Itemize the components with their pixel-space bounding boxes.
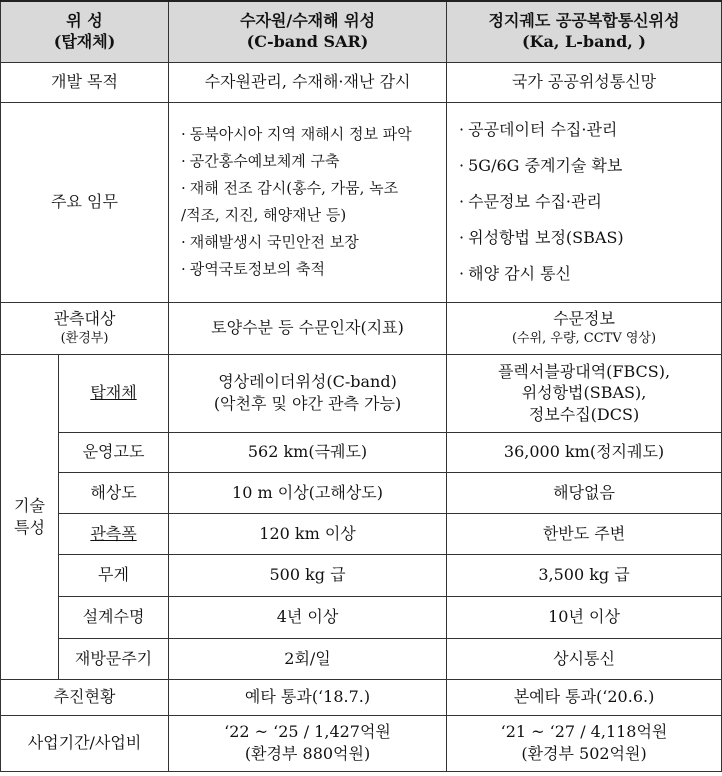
- status-row: [1, 679, 722, 715]
- payload-sat2-line1: 플렉서블광대역(FBCS),: [497, 361, 671, 381]
- header-comm-satellite-title: 정지궤도 공공복합통신위성: [488, 10, 680, 30]
- list-item: · 해양 감시 통신: [459, 264, 572, 283]
- list-item: · 5G/6G 중계기술 확보: [459, 156, 623, 175]
- header-water-satellite-sub: (C-band SAR): [246, 31, 369, 51]
- tech-label-line2: 특성: [14, 517, 45, 537]
- target-sat2: [447, 302, 722, 354]
- target-sat1: 토양수분 등 수문인자(지표): [169, 302, 447, 354]
- weight-label: 무게: [59, 554, 169, 596]
- list-item: · 동북아시아 지역 재해시 정보 파악: [181, 125, 412, 143]
- list-item: · 공간홍수예보체계 구축: [181, 152, 340, 170]
- target-sat2-sub: (수위, 우량, CCTV 영상): [511, 331, 657, 347]
- weight-sat2: 3,500 kg 급: [447, 554, 722, 596]
- tech-row-lifetime: [1, 596, 722, 638]
- payload-sat1: [169, 354, 447, 432]
- target-label-sub: (환경부): [60, 331, 109, 347]
- lifetime-sat2: 10년 이상: [447, 596, 722, 638]
- tech-row-revisit: [1, 638, 722, 679]
- mission-label: 주요 임무: [1, 102, 169, 302]
- target-sat2-main: 수문정보: [553, 309, 615, 329]
- header-comm-satellite-sub: (Ka, L-band, ): [522, 31, 646, 51]
- swath-sat2: 한반도 주변: [447, 513, 722, 554]
- header-comm-satellite: [447, 1, 722, 62]
- swath-sat1: 120 km 이상: [169, 513, 447, 554]
- purpose-sat1: 수자원관리, 수재해·재난 감시: [169, 62, 447, 102]
- budget-sat2-line2: (환경부 502억원): [521, 744, 647, 763]
- budget-sat1-line1: ‘22 ~ ‘25 / 1,427억원: [224, 722, 391, 742]
- budget-sat2: [447, 715, 722, 771]
- list-item: · 수문정보 수집·관리: [459, 192, 602, 211]
- mission-sat2-list: [451, 112, 717, 292]
- purpose-sat2: 국가 공공위성통신망: [447, 62, 722, 102]
- purpose-label: 개발 목적: [1, 62, 169, 102]
- altitude-sat1: 562 km(극궤도): [169, 432, 447, 472]
- resolution-sat1: 10 m 이상(고해상도): [169, 472, 447, 513]
- header-satellite-sub: (탑재체): [53, 31, 116, 51]
- resolution-label: 해상도: [59, 472, 169, 513]
- tech-row-weight: [1, 554, 722, 596]
- list-item: /적조, 지진, 해양재난 등): [181, 206, 347, 224]
- altitude-sat2: 36,000 km(정지궤도): [447, 432, 722, 472]
- header-satellite: [1, 1, 169, 62]
- weight-sat1: 500 kg 급: [169, 554, 447, 596]
- status-label: 추진현황: [1, 679, 169, 715]
- payload-sat2-line3: 정보수집(DCS): [528, 404, 640, 424]
- payload-sat1-line2: (악천후 및 야간 관측 가능): [213, 394, 402, 413]
- tech-row-swath: [1, 513, 722, 554]
- header-row: [1, 1, 722, 62]
- mission-sat2: [447, 102, 722, 302]
- list-item: · 재해발생시 국민안전 보장: [181, 233, 359, 251]
- header-water-satellite-title: 수자원/수재해 위성: [239, 10, 376, 30]
- target-label-main: 관측대상: [53, 309, 116, 329]
- status-sat2: 본예타 통과(‘20.6.): [447, 679, 722, 715]
- budget-label: 사업기간/사업비: [1, 715, 169, 771]
- budget-sat1-line2: (환경부 880억원): [244, 744, 371, 763]
- tech-row-resolution: [1, 472, 722, 513]
- tech-label: [1, 354, 59, 679]
- mission-sat1: [169, 102, 447, 302]
- tech-row-payload: [1, 354, 722, 432]
- tech-label-line1: 기술: [14, 495, 45, 515]
- revisit-sat2: 상시통신: [447, 638, 722, 679]
- budget-sat2-line1: ‘21 ~ ‘27 / 4,118억원: [500, 722, 668, 742]
- lifetime-sat1: 4년 이상: [169, 596, 447, 638]
- status-sat1: 예타 통과(‘18.7.): [169, 679, 447, 715]
- list-item: · 공공데이터 수집·관리: [459, 120, 618, 139]
- list-item: · 재해 전조 감시(홍수, 가뭄, 녹조: [181, 179, 399, 197]
- resolution-sat2: 해당없음: [447, 472, 722, 513]
- target-label: [1, 302, 169, 354]
- mission-sat1-list: [173, 121, 442, 283]
- list-item: · 위성항법 보정(SBAS): [459, 228, 624, 247]
- budget-sat1: [169, 715, 447, 771]
- payload-label: 탑재체: [59, 354, 169, 432]
- altitude-label: 운영고도: [59, 432, 169, 472]
- revisit-label: 재방문주기: [59, 638, 169, 679]
- purpose-row: [1, 62, 722, 102]
- swath-label: 관측폭: [59, 513, 169, 554]
- target-row: [1, 302, 722, 354]
- payload-sat1-line1: 영상레이더위성(C-band): [218, 372, 397, 392]
- mission-row: [1, 102, 722, 302]
- lifetime-label: 설계수명: [59, 596, 169, 638]
- header-satellite-title: 위 성: [66, 10, 103, 30]
- list-item: · 광역국토정보의 축적: [181, 260, 325, 278]
- header-water-satellite: [169, 1, 447, 62]
- payload-sat2: [447, 354, 722, 432]
- payload-sat2-line2: 위성항법(SBAS),: [521, 383, 647, 403]
- tech-row-altitude: [1, 432, 722, 472]
- revisit-sat1: 2회/일: [169, 638, 447, 679]
- budget-row: [1, 715, 722, 771]
